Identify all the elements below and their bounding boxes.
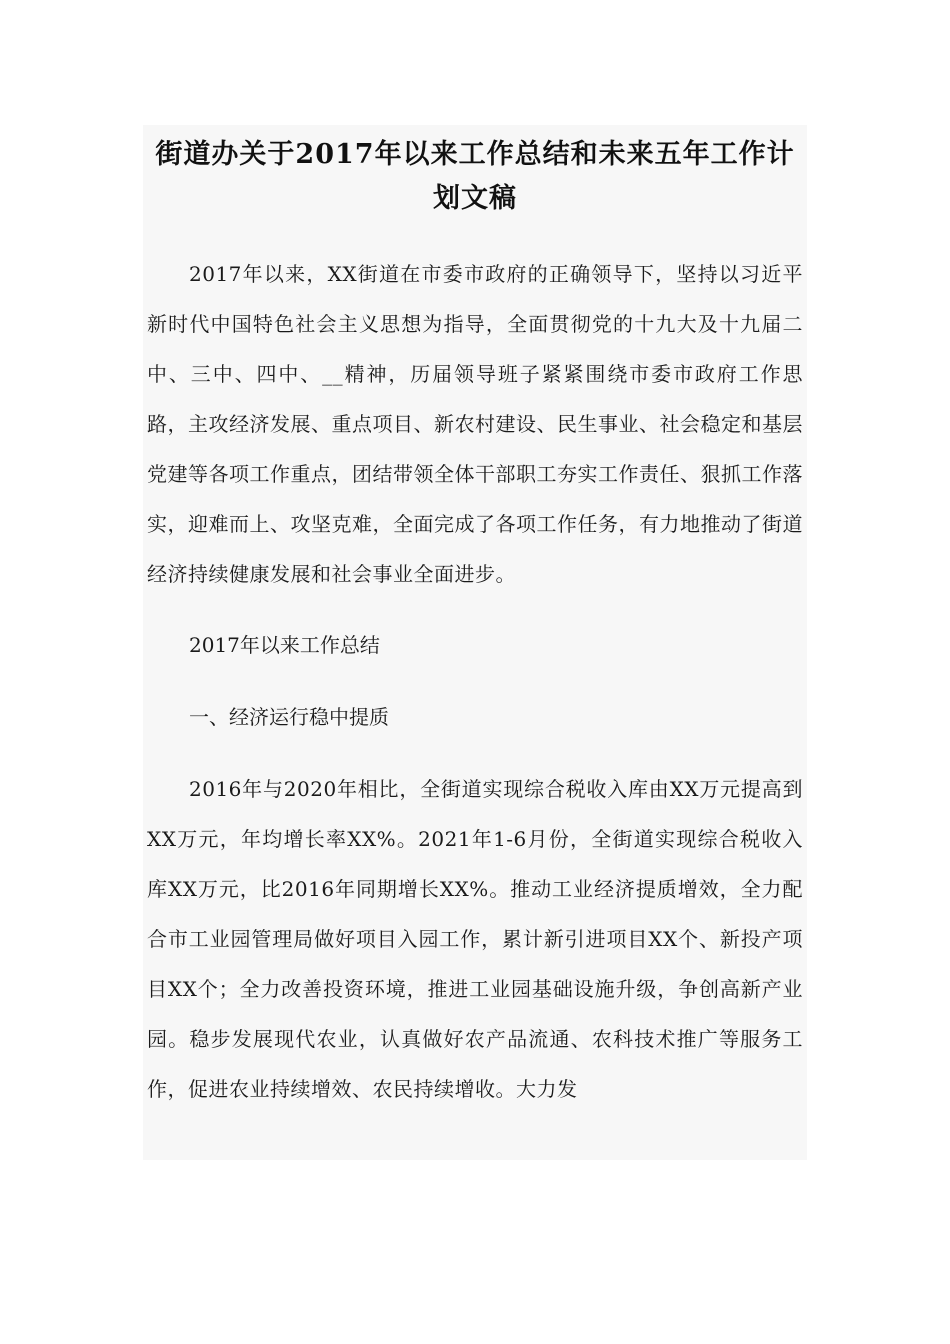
subsection-heading: 一、经济运行稳中提质 bbox=[189, 705, 389, 729]
section-heading: 2017年以来工作总结 bbox=[189, 633, 380, 657]
intro-paragraph: 2017年以来，XX街道在市委市政府的正确领导下，坚持以习近平新时代中国特色社会主义思想为指导，全面贯彻党的十九大及十九届二中、三中、四中、__精神，历届领导班子紧紧围绕市委市政府工作思路，主攻经济发展、重点项目、新农村建设、民生事业、社会稳定和基层党建等各项工作重点，团结带领全体干部职工夯实工作责任、狠抓工作落实，迎难而上、攻坚克难，全面完成了各项工作任务，有力地推动了街道经济持续健康发展和社会事业全面进步。 bbox=[147, 262, 803, 586]
document-body bbox=[143, 125, 807, 1160]
document-title: 街道办关于2017年以来工作总结和未来五年工作计划文稿 bbox=[155, 139, 795, 214]
economy-paragraph: 2016年与2020年相比，全街道实现综合税收入库由XX万元提高到XX万元，年均增长率XX%。2021年1-6月份，全街道实现综合税收入库XX万元，比2016年同期增长XX%。推动工业经济提质增效，全力配合市工业园管理局做好项目入园工作，累计新引进项目XX个、新投产项目XX个；全力改善投资环境，推进工业园基础设施升级，争创高新产业园。稳步发展现代农业，认真做好农产品流通、农科技术推广等服务工作，促进农业持续增效、农民持续增收。大力发 bbox=[147, 777, 803, 1101]
